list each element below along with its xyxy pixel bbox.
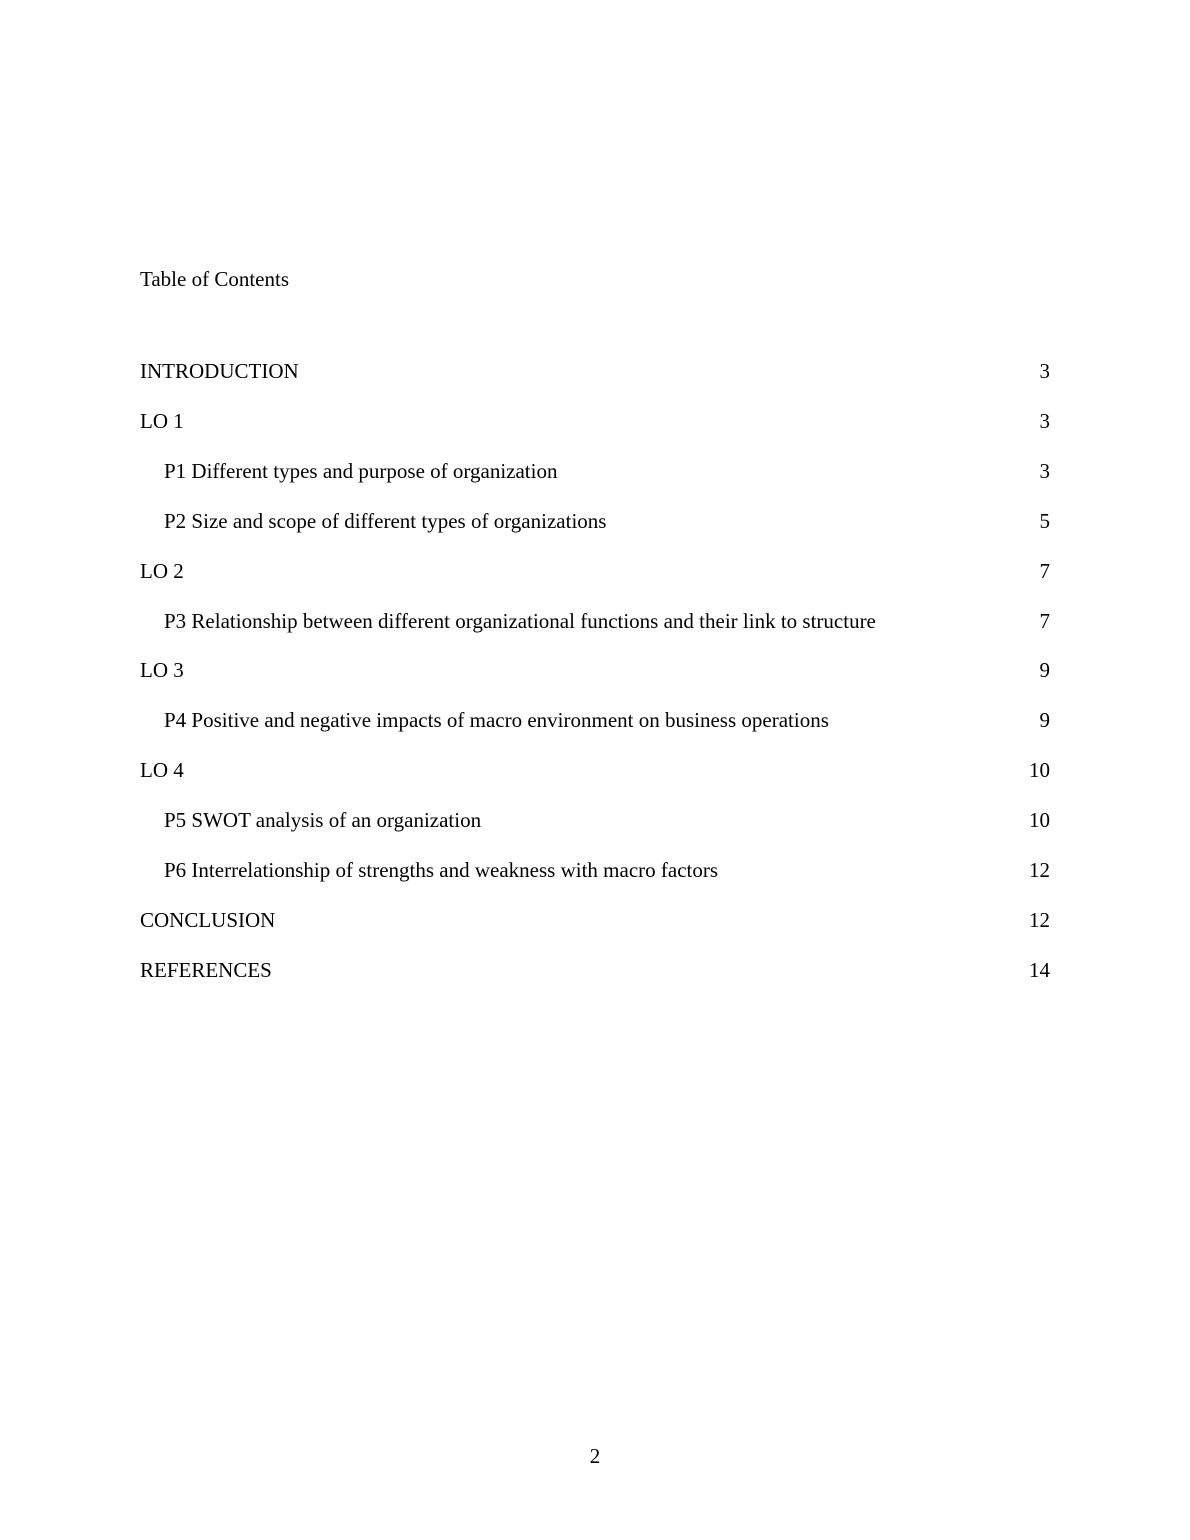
toc-entry-page: 7 xyxy=(1039,608,1050,633)
toc-entry-page: 5 xyxy=(1039,508,1050,533)
toc-entry-page: 12 xyxy=(1029,858,1050,882)
toc-entry[interactable] xyxy=(140,509,1050,534)
toc-entry-label: P3 Relationship between different organizational functions and their link to structure xyxy=(164,608,876,633)
toc-entry[interactable] xyxy=(140,958,1050,983)
toc-entry-page: 7 xyxy=(1039,558,1050,583)
toc-entry[interactable] xyxy=(140,858,1050,883)
toc-entry-label: LO 1 xyxy=(140,408,184,433)
toc-entry-page: 12 xyxy=(1029,907,1050,932)
toc-entry[interactable] xyxy=(140,908,1050,933)
toc-entry-label: LO 2 xyxy=(140,558,184,583)
toc-entry-label: INTRODUCTION xyxy=(140,359,299,383)
toc-entry-label: P5 SWOT analysis of an organization xyxy=(164,808,482,833)
toc-entry[interactable] xyxy=(140,708,1050,733)
toc-entry-label: LO 4 xyxy=(140,758,184,783)
toc-entry-label: P6 Interrelationship of strengths and weakness with macro factors xyxy=(164,858,719,882)
toc-title: Table of Contents xyxy=(140,267,289,291)
toc-entry-label: P2 Size and scope of different types of organizations xyxy=(164,508,607,533)
toc-entry-page: 3 xyxy=(1039,408,1050,433)
page-number: 2 xyxy=(589,1444,601,1468)
toc-entry[interactable] xyxy=(140,409,1050,434)
toc-entry[interactable] xyxy=(140,459,1050,484)
toc-entry-label: LO 3 xyxy=(140,658,184,683)
toc-entry[interactable] xyxy=(140,559,1050,584)
toc-entry[interactable] xyxy=(140,658,1050,683)
toc-entry-label: CONCLUSION xyxy=(140,907,276,932)
toc-entry-page: 10 xyxy=(1029,758,1050,783)
toc-entry-page: 10 xyxy=(1029,808,1050,833)
toc-entry-page: 14 xyxy=(1029,957,1050,982)
toc-entry[interactable] xyxy=(140,808,1050,833)
toc-entry-page: 3 xyxy=(1039,458,1050,483)
toc-entry-page: 9 xyxy=(1039,708,1050,733)
toc-entry[interactable] xyxy=(140,609,1050,634)
toc-entry-label: P4 Positive and negative impacts of macro environment on business operations xyxy=(164,708,829,733)
toc-entry-label: REFERENCES xyxy=(140,957,272,982)
toc-entry-page: 3 xyxy=(1039,359,1050,383)
toc-entry-label: P1 Different types and purpose of organization xyxy=(164,458,558,483)
toc-entry[interactable] xyxy=(140,359,1050,384)
toc-entry[interactable] xyxy=(140,758,1050,783)
toc-entry-page: 9 xyxy=(1039,658,1050,683)
